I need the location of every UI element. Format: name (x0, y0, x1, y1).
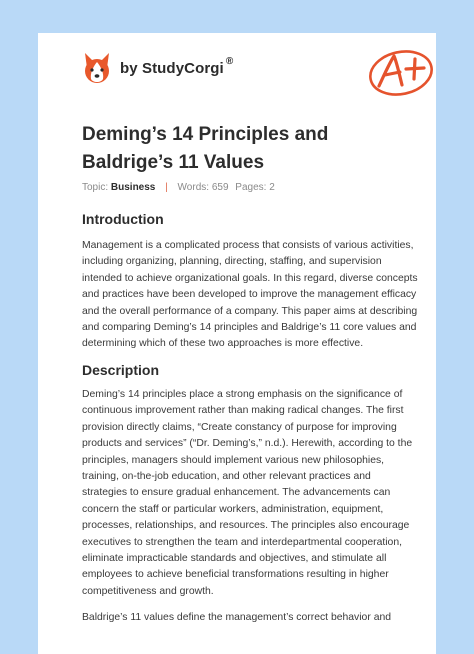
text-line: products and services” (“Dr. Deming’s,” n.d.). Herewith, according to the (82, 438, 413, 450)
text-line: Baldrige’s 11 values define the management’s correct behavior and (82, 612, 392, 623)
text-line: Deming’s 14 principles place a strong emphasis on the significance of (82, 389, 403, 400)
text-line: strategies to ensure gradual enhancement. The advancements can (82, 487, 391, 499)
paragraph-baldrige (82, 610, 428, 626)
topic-label: Topic: (82, 182, 109, 193)
text-line: intended to achieve organizational goals. In this regard, diverse concepts (82, 272, 418, 284)
registered-mark: ® (225, 55, 234, 67)
text-line: and comparing Deming’s 14 principles and Baldrige’s 11 core values and (82, 322, 417, 334)
text-line: competitiveness and growth. (82, 585, 214, 597)
title-line: Deming’s 14 Principles and (82, 124, 329, 145)
text-line: Management is a complicated process that consists of various activities, (82, 240, 414, 251)
text-line: concern the staff or particular workers, administration, equipment, (82, 503, 384, 515)
paragraph-introduction (82, 238, 428, 353)
meta-separator: | (165, 182, 168, 193)
text-line: determining which of these two approaches is more effective. (82, 338, 364, 350)
text-line: employees to achieve beneficial transformations resulting in higher (82, 569, 389, 581)
topic-link[interactable]: Business (110, 182, 156, 193)
brand-name: by StudyCorgi (120, 59, 224, 77)
section-heading-description: Description (82, 362, 160, 378)
document-meta (82, 182, 275, 193)
section-heading-introduction: Introduction (82, 211, 164, 227)
text-line: and practices have been developed to improve the management efficacy (82, 289, 417, 301)
a-plus-grade-icon (366, 45, 436, 99)
text-line: eliminate impracticable standards and objectives, and stimulate all (82, 553, 387, 565)
paragraph-description (82, 387, 428, 600)
corgi-face-icon (82, 51, 112, 85)
page-title (82, 121, 392, 177)
words-label: Words: (177, 182, 210, 193)
brand-logo[interactable] (82, 51, 233, 85)
words-value: 659 (211, 182, 229, 193)
document-sheet (38, 33, 436, 654)
pages-value: 2 (269, 182, 275, 193)
text-line: processes, relationships, and resources. The principles also encourage (82, 520, 410, 532)
title-line: Baldrige’s 11 Values (82, 152, 265, 173)
text-line: training, on-the-job education, and other relevant practices and (82, 471, 371, 483)
text-line: provision directly claims, “Create constancy of purpose for improving (82, 421, 397, 433)
text-line: executives to strengthen the team and interdepartmental cooperation, (82, 536, 402, 548)
text-line: continuous improvement rather than making radical changes. The first (82, 405, 404, 417)
text-line: including organizing, planning, directing, staffing, and supervision (82, 256, 382, 268)
pages-label: Pages: (235, 182, 267, 193)
text-line: and the overall performance of a company. This paper aims at describing (82, 305, 418, 317)
text-line: principles, managers should implement various new philosophies, (82, 454, 385, 466)
